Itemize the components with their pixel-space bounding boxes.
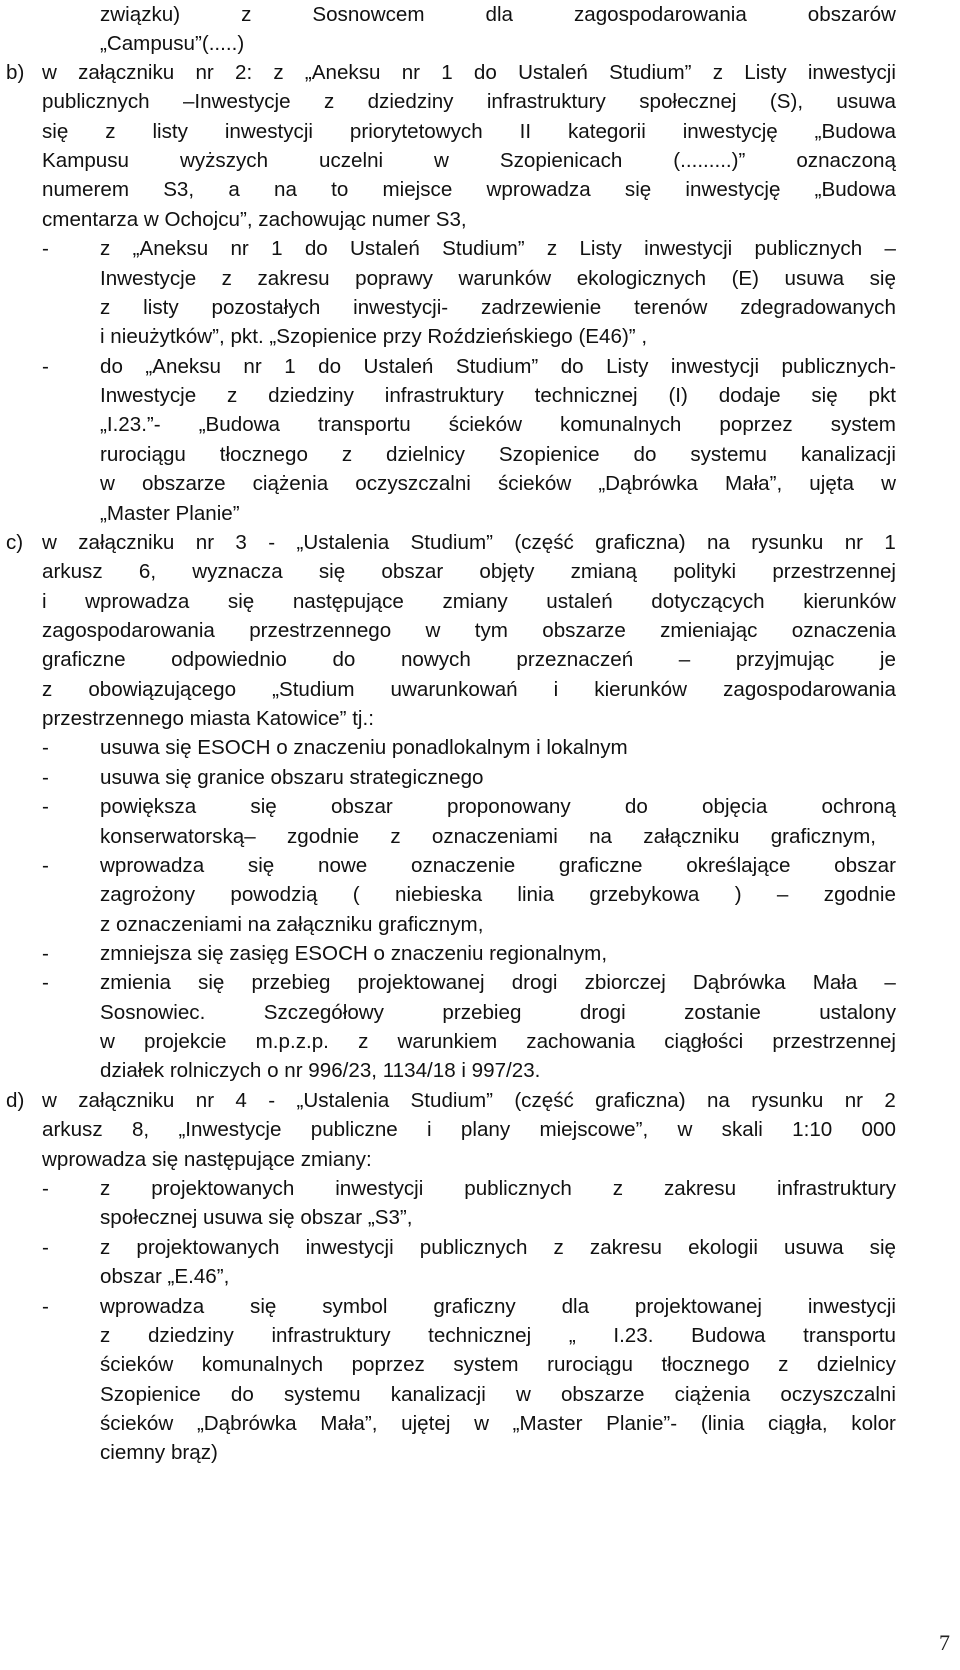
text-line: Sosnowiec. Szczegółowy przebieg drogi zostanie ustalony: [100, 1001, 896, 1024]
text-line: Inwestycje z dziedziny infrastruktury technicznej (I) dodaje się pkt: [100, 384, 896, 407]
text-line: i nieużytków”, pkt. „Szopienice przy Roździeńskiego (E46)” ,: [100, 325, 648, 348]
text-line: - wprowadza się nowe oznaczenie graficzne określające obszar: [42, 854, 896, 877]
text-line: rurociągu tłocznego z dzielnicy Szopienice do systemu kanalizacji: [100, 443, 896, 466]
text-line: z obowiązującego „Studium uwarunkowań i kierunków zagospodarowania: [42, 678, 896, 701]
text-line: zagospodarowania przestrzennego w tym obszarze zmieniając oznaczenia: [42, 619, 896, 642]
text-line: ścieków komunalnych poprzez system rurociągu tłocznego z dzielnicy: [100, 1353, 896, 1376]
text-line: - powiększa się obszar proponowany do objęcia ochroną: [42, 795, 896, 818]
text-line: z oznaczeniami na załączniku graficznym,: [100, 913, 484, 936]
text-line: Kampusu wyższych uczelni w Szopienicach (.........)” oznaczoną: [42, 149, 896, 172]
text-line: i wprowadza się następujące zmiany ustaleń dotyczących kierunków: [42, 590, 896, 613]
text-line: arkusz 6, wyznacza się obszar objęty zmianą polityki przestrzennej: [42, 560, 896, 583]
text-line: - do „Aneksu nr 1 do Ustaleń Studium” do Listy inwestycji publicznych-: [42, 355, 896, 378]
text-line: działek rolniczych o nr 996/23, 1134/18 i 997/23.: [100, 1059, 541, 1082]
text-line: z listy pozostałych inwestycji- zadrzewienie terenów zdegradowanych: [100, 296, 896, 319]
text-line: cmentarza w Ochojcu”, zachowując numer S3,: [42, 208, 467, 231]
text-line: b) w załączniku nr 2: z „Aneksu nr 1 do Ustaleń Studium” z Listy inwestycji: [6, 61, 896, 84]
text-line: Inwestycje z zakresu poprawy warunków ekologicznych (E) usuwa się: [100, 267, 896, 290]
text-line: ścieków „Dąbrówka Mała”, ujętej w „Master Planie”- (linia ciągła, kolor: [100, 1412, 896, 1435]
text-line: ciemny brąz): [100, 1441, 218, 1464]
text-line: numerem S3, a na to miejsce wprowadza się inwestycję „Budowa: [42, 178, 896, 201]
text-line: - z projektowanych inwestycji publicznych z zakresu ekologii usuwa się: [42, 1236, 896, 1259]
text-line: d) w załączniku nr 4 - „Ustalenia Studium” (część graficzna) na rysunku nr 2: [6, 1089, 896, 1112]
text-line: związku) z Sosnowcem dla zagospodarowania obszarów: [100, 3, 896, 26]
text-line: c) w załączniku nr 3 - „Ustalenia Studium” (część graficzna) na rysunku nr 1: [6, 531, 896, 554]
text-line: w projekcie m.p.z.p. z warunkiem zachowania ciągłości przestrzennej: [100, 1030, 896, 1053]
text-line: graficzne odpowiednio do nowych przeznaczeń – przyjmując je: [42, 648, 896, 671]
text-line: w obszarze ciążenia oczyszczalni ścieków „Dąbrówka Mała”, ujęta w: [100, 472, 896, 495]
text-line: - wprowadza się symbol graficzny dla projektowanej inwestycji: [42, 1295, 896, 1318]
text-line: obszar „E.46”,: [100, 1265, 230, 1288]
text-line: zagrożony powodzią ( niebieska linia grzebykowa ) – zgodnie: [100, 883, 896, 906]
text-line: - usuwa się granice obszaru strategicznego: [42, 766, 484, 789]
text-line: konserwatorską– zgodnie z oznaczeniami na załączniku graficznym,: [100, 825, 876, 848]
text-line: wprowadza się następujące zmiany:: [42, 1148, 372, 1171]
text-line: społecznej usuwa się obszar „S3”,: [100, 1206, 413, 1229]
text-line: „Master Planie”: [100, 502, 240, 525]
text-line: przestrzennego miasta Katowice” tj.:: [42, 707, 374, 730]
text-line: - zmienia się przebieg projektowanej drogi zbiorczej Dąbrówka Mała –: [42, 971, 896, 994]
text-line: - zmniejsza się zasięg ESOCH o znaczeniu regionalnym,: [42, 942, 608, 965]
text-line: „Campusu”(.....): [100, 32, 245, 55]
text-line: z dziedziny infrastruktury technicznej „ I.23. Budowa transportu: [100, 1324, 896, 1347]
page-number: 7: [939, 1630, 950, 1655]
text-line: publicznych –Inwestycje z dziedziny infrastruktury społecznej (S), usuwa: [42, 90, 896, 113]
text-line: - z „Aneksu nr 1 do Ustaleń Studium” z Listy inwestycji publicznych –: [42, 237, 896, 260]
text-line: Szopienice do systemu kanalizacji w obszarze ciążenia oczyszczalni: [100, 1383, 896, 1406]
text-line: arkusz 8, „Inwestycje publiczne i plany miejscowe”, w skali 1:10 000: [42, 1118, 896, 1141]
text-line: - usuwa się ESOCH o znaczeniu ponadlokalnym i lokalnym: [42, 736, 628, 759]
text-line: - z projektowanych inwestycji publicznych z zakresu infrastruktury: [42, 1177, 896, 1200]
text-line: się z listy inwestycji priorytetowych II kategorii inwestycję „Budowa: [42, 120, 896, 143]
text-line: „I.23.”- „Budowa transportu ścieków komunalnych poprzez system: [100, 413, 896, 436]
